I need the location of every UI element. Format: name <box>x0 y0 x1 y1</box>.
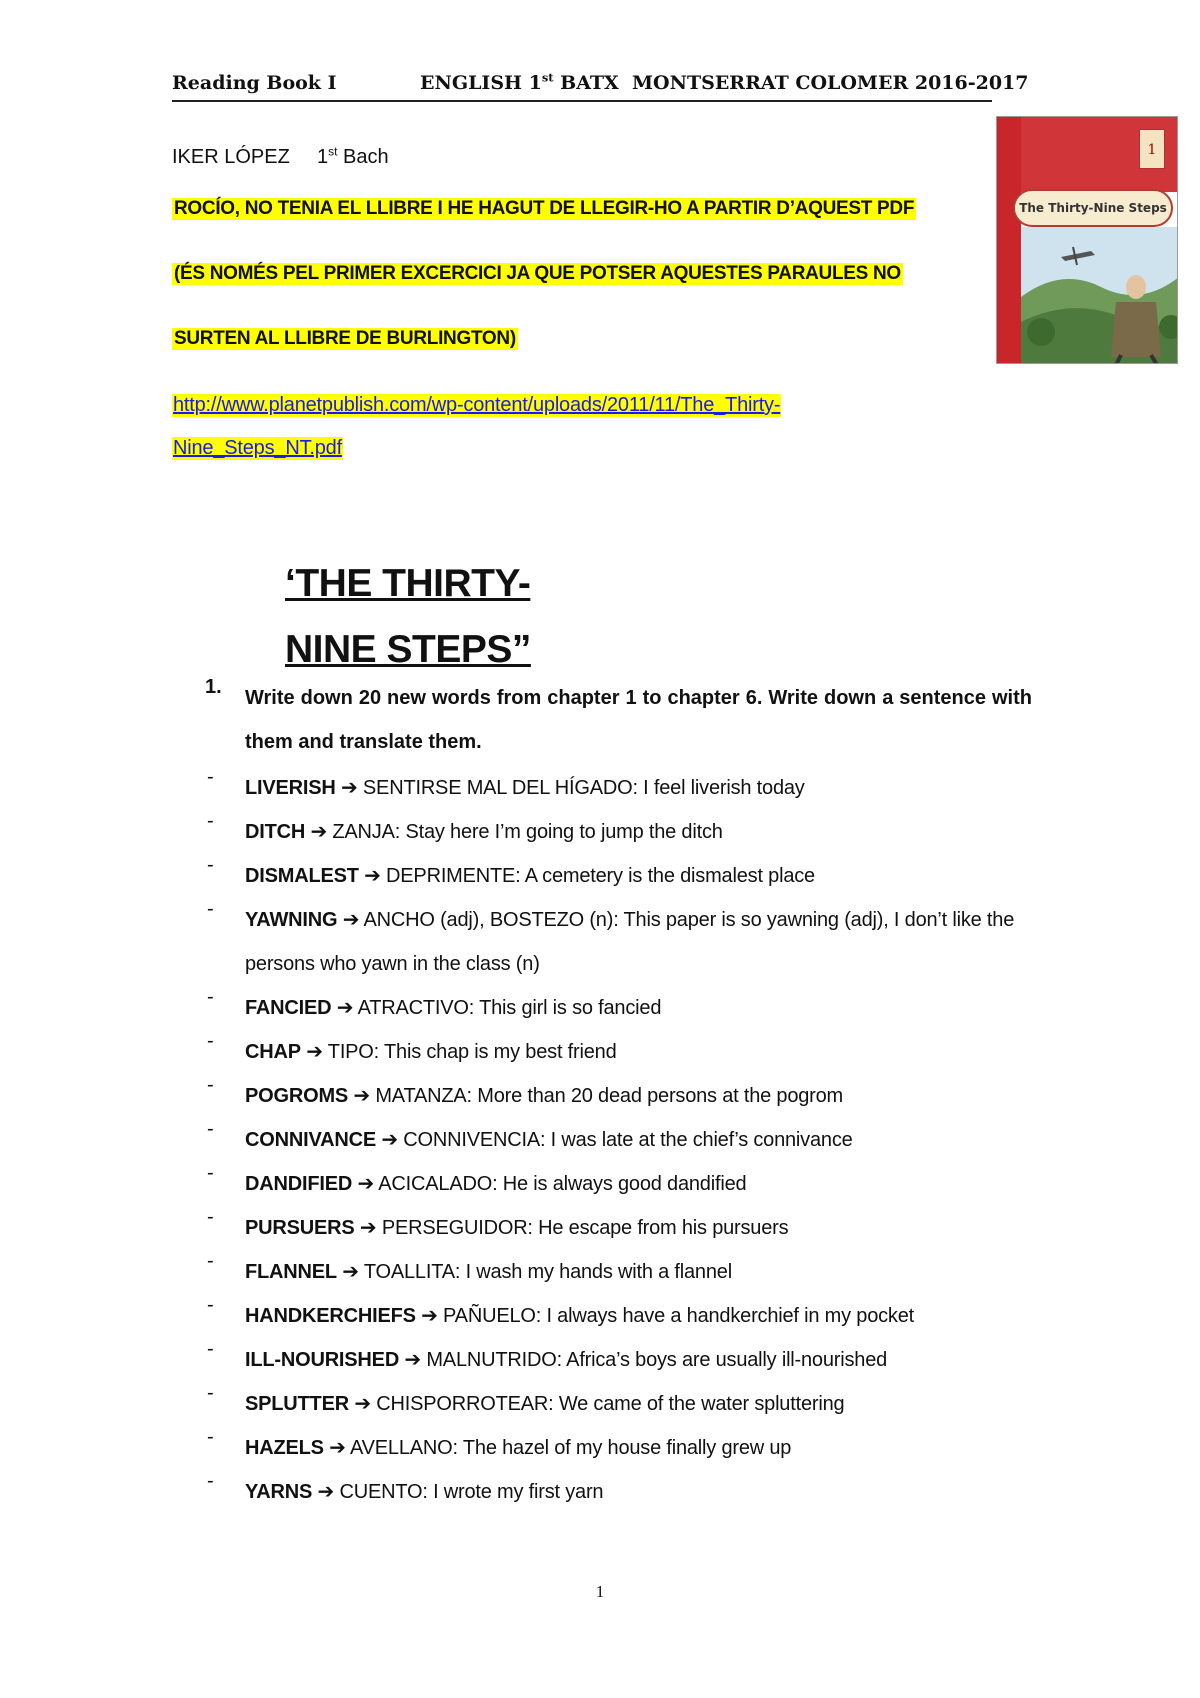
header-course-info: ENGLISH 1st BATX MONTSERRAT COLOMER 2016-2017 <box>420 70 1029 94</box>
vocab-word: PURSUERS <box>245 1217 355 1239</box>
vocab-word: ILL-NOURISHED <box>245 1349 400 1371</box>
vocab-word: YARNS <box>245 1481 313 1503</box>
pdf-link-line-1[interactable]: http://www.planetpublish.com/wp-content/uploads/2011/11/The_Thirty- <box>173 394 781 416</box>
vocab-word: YAWNING <box>245 909 338 931</box>
vocab-word: LIVERISH <box>245 777 336 799</box>
cover-level-badge: 1 <box>1139 129 1165 169</box>
cover-spine <box>997 117 1021 363</box>
vocab-definition: TOALLITA: I wash my hands with a flannel <box>363 1261 732 1283</box>
arrow-icon: ➔ <box>364 865 381 887</box>
document-title-line-2: NINE STEPS” <box>285 628 531 671</box>
arrow-icon: ➔ <box>329 1437 346 1459</box>
vocab-definition: CUENTO: I wrote my first yarn <box>339 1481 604 1503</box>
arrow-icon: ➔ <box>336 997 354 1019</box>
vocab-word: DISMALEST <box>245 865 359 887</box>
arrow-icon: ➔ <box>342 909 360 931</box>
vocab-word: CONNIVANCE <box>245 1129 376 1151</box>
vocab-word: CHAP <box>245 1041 301 1063</box>
header-book-label: Reading Book I <box>172 72 337 94</box>
vocab-definition: PAÑUELO: I always have a handkerchief in my pocket <box>443 1305 914 1327</box>
arrow-icon: ➔ <box>354 1393 371 1415</box>
vocab-word: FANCIED <box>245 997 332 1019</box>
exercise-number: 1. <box>205 676 222 698</box>
vocab-definition: TIPO: This chap is my best friend <box>327 1041 617 1063</box>
vocab-definition: MATANZA: More than 20 dead persons at the pogrom <box>375 1085 844 1107</box>
page-header <box>172 70 1029 102</box>
note-line-3: SURTEN AL LLIBRE DE BURLINGTON) <box>174 328 516 349</box>
vocab-definition: CHISPORROTEAR: We came of the water spluttering <box>376 1393 845 1415</box>
vocab-word: DANDIFIED <box>245 1173 353 1195</box>
document-title-line-1: ‘THE THIRTY- <box>285 562 531 605</box>
vocab-definition: ATRACTIVO: This girl is so fancied <box>357 997 662 1019</box>
student-name: IKER LÓPEZ <box>172 146 290 168</box>
arrow-icon: ➔ <box>421 1305 438 1327</box>
arrow-icon: ➔ <box>404 1349 421 1371</box>
vocab-word: FLANNEL <box>245 1261 337 1283</box>
vocab-word: SPLUTTER <box>245 1393 349 1415</box>
book-cover-image <box>996 116 1178 364</box>
vocab-word: HAZELS <box>245 1437 324 1459</box>
vocab-definition: ANCHO (adj), BOSTEZO (n): This paper is so yawning (adj), I don’t like the persons who yawn in the class (n) <box>245 909 1015 975</box>
arrow-icon: ➔ <box>310 821 328 843</box>
arrow-icon: ➔ <box>317 1481 335 1503</box>
vocab-definition: AVELLANO: The hazel of my house finally grew up <box>350 1437 792 1459</box>
note-line-1: ROCÍO, NO TENIA EL LLIBRE I HE HAGUT DE LLEGIR-HO A PARTIR D’AQUEST PDF <box>174 198 915 219</box>
document-page: Reading Book I ENGLISH 1st BATX MONTSERRAT COLOMER 2016-2017 IKER LÓPEZ 1st Bach ROCÍO, NO TENIA EL LLIBRE I HE HAGUT DE LLEGIR-HO A PARTIR D’AQUEST PDF (ÉS NOMÉS PEL PRIMER EXCERCICI JA QUE POTSER AQUESTES PARAULES NO SURTEN AL LLIBRE DE BURLINGTON) http://www.planetpublish.com/wp-content/uploads/2011/11/The_Thirty- Nine_Steps_NT.pdf 1 The Thirty-Nine Steps ‘THE THIRTY- NINE STEPS” 1. Write down 20 new words from chapter 1 to chapter 6. Write down a sentence with them and translate them. - LIVERISH ➔ SENTIRSE MAL DEL HÍGADO: I feel liverish today - DITCH ➔ ZANJA: Stay here I’m going to jump the ditch - DISMALEST ➔ DEPRIMENTE: A cemetery is the dismalest place - YAWNING ➔ ANCHO (adj), BOSTEZO (n): This paper is so yawning (adj), I don’t like the persons who yawn in the class (n) - FANCIED ➔ ATRACTIVO: This girl is so fancied - CHAP ➔ TIPO: This chap is my best friend - POGROMS ➔ MATANZA: More than 20 dead persons at the pogrom - CONNIVANCE ➔ CONNIVENCIA: I was late at the chief’s connivance - DANDIFIED ➔ ACICALADO: He is always good dandified - PURSUERS ➔ PERSEGUIDOR: He escape from his pursuers - FLANNEL ➔ TOALLITA: I wash my hands with a flannel - HANDKERCHIEFS ➔ PAÑUELO: I always have a handkerchief in my pocket - ILL-NOURISHED ➔ MALNUTRIDO: Africa’s boys are usually ill-nourished - SPLUTTER ➔ CHISPORROTEAR: We came of the water spluttering - HAZELS ➔ AVELLANO: The hazel of my house finally grew up - YARNS ➔ CUENTO: I wrote my first yarn 1 <box>0 0 1200 1698</box>
note-line-2: (ÉS NOMÉS PEL PRIMER EXCERCICI JA QUE POTSER AQUESTES PARAULES NO <box>174 263 901 284</box>
vocab-definition: ZANJA: Stay here I’m going to jump the ditch <box>332 821 723 843</box>
vocab-definition: DEPRIMENTE: A cemetery is the dismalest place <box>386 865 815 887</box>
arrow-icon: ➔ <box>341 777 358 799</box>
vocab-definition: MALNUTRIDO: Africa’s boys are usually ill-nourished <box>426 1349 888 1371</box>
vocab-word: POGROMS <box>245 1085 349 1107</box>
arrow-icon: ➔ <box>353 1085 370 1107</box>
vocab-word: HANDKERCHIEFS <box>245 1305 416 1327</box>
student-class: 1st Bach <box>317 144 389 168</box>
exercise-instructions: Write down 20 new words from chapter 1 to chapter 6. Write down a sentence with them and translate them. <box>245 687 1032 753</box>
arrow-icon: ➔ <box>381 1129 398 1151</box>
cover-title: The Thirty-Nine Steps <box>1013 189 1173 227</box>
pdf-link-line-2[interactable]: Nine_Steps_NT.pdf <box>173 437 342 459</box>
vocab-definition: ACICALADO: He is always good dandified <box>378 1173 747 1195</box>
vocab-word: DITCH <box>245 821 306 843</box>
vocab-definition: SENTIRSE MAL DEL HÍGADO: I feel liverish today <box>362 777 805 799</box>
arrow-icon: ➔ <box>359 1217 377 1239</box>
arrow-icon: ➔ <box>357 1173 375 1195</box>
vocab-definition: PERSEGUIDOR: He escape from his pursuers <box>381 1217 789 1239</box>
arrow-icon: ➔ <box>342 1261 359 1283</box>
vocab-definition: CONNIVENCIA: I was late at the chief’s connivance <box>403 1129 853 1151</box>
arrow-icon: ➔ <box>306 1041 323 1063</box>
page-number: 1 <box>595 1582 605 1601</box>
cover-illustration <box>1021 227 1178 364</box>
